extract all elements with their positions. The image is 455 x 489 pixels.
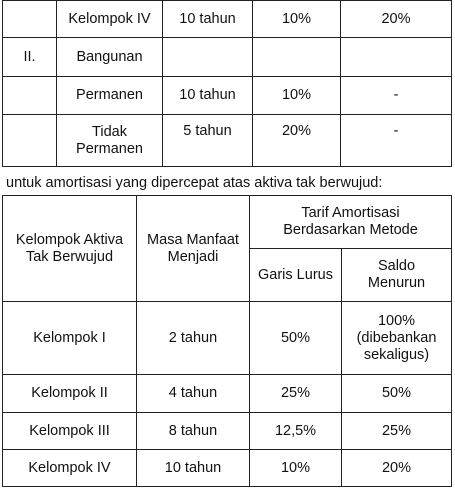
declining-balance-rate-cell: 20%	[341, 1, 452, 38]
table-row	[3, 38, 452, 77]
straight-line-rate-cell: 20%	[253, 115, 341, 167]
table-row	[3, 77, 452, 115]
asset-group-cell: Kelompok IV	[57, 1, 163, 38]
straight-line-rate-cell: 10%	[253, 1, 341, 38]
useful-life-cell: 4 tahun	[137, 375, 250, 413]
straight-line-rate-cell: 25%	[250, 375, 342, 413]
declining-balance-rate-cell: 20%	[342, 450, 452, 487]
row-number-cell	[3, 115, 57, 167]
table-row	[3, 115, 452, 167]
row-number-cell	[3, 77, 57, 115]
intro-paragraph: untuk amortisasi yang dipercepat atas aktiva tak berwujud:	[6, 175, 383, 191]
declining-balance-rate-cell: 50%	[342, 375, 452, 413]
asset-group-cell: Tidak Permanen	[57, 115, 163, 167]
table-row	[3, 413, 452, 450]
useful-life-cell: 10 tahun	[163, 1, 253, 38]
straight-line-rate-cell: 10%	[253, 77, 341, 115]
table-row	[3, 1, 452, 38]
fixed-asset-rate-table	[2, 0, 452, 167]
row-number-cell	[3, 1, 57, 38]
useful-life-header: Masa Manfaat Menjadi	[137, 196, 250, 302]
asset-group-cell: Kelompok I	[3, 302, 137, 375]
declining-balance-header: Saldo Menurun	[342, 249, 452, 302]
useful-life-cell	[163, 38, 253, 77]
straight-line-rate-cell: 50%	[250, 302, 342, 375]
useful-life-cell: 10 tahun	[137, 450, 250, 487]
straight-line-rate-cell: 12,5%	[250, 413, 342, 450]
table-row	[3, 375, 452, 413]
table-row	[3, 302, 452, 375]
declining-balance-rate-cell: -	[341, 77, 452, 115]
declining-balance-rate-cell: -	[341, 115, 452, 167]
header-row	[3, 196, 452, 249]
straight-line-rate-cell	[253, 38, 341, 77]
asset-group-cell: Kelompok III	[3, 413, 137, 450]
asset-group-header: Kelompok Aktiva Tak Berwujud	[3, 196, 137, 302]
asset-group-cell: Kelompok IV	[3, 450, 137, 487]
useful-life-cell: 2 tahun	[137, 302, 250, 375]
asset-group-cell: Kelompok II	[3, 375, 137, 413]
declining-balance-rate-cell: 25%	[342, 413, 452, 450]
declining-balance-rate-cell: 100% (dibebankan sekaligus)	[342, 302, 452, 375]
straight-line-header: Garis Lurus	[250, 249, 342, 302]
declining-balance-rate-cell	[341, 38, 452, 77]
row-number-cell: II.	[3, 38, 57, 77]
amortization-rate-header: Tarif Amortisasi Berdasarkan Metode	[250, 196, 452, 249]
straight-line-rate-cell: 10%	[250, 450, 342, 487]
asset-group-cell: Bangunan	[57, 38, 163, 77]
useful-life-cell: 10 tahun	[163, 77, 253, 115]
intangible-asset-amortization-table	[2, 195, 452, 487]
table-row	[3, 450, 452, 487]
useful-life-cell: 5 tahun	[163, 115, 253, 167]
useful-life-cell: 8 tahun	[137, 413, 250, 450]
asset-group-cell: Permanen	[57, 77, 163, 115]
